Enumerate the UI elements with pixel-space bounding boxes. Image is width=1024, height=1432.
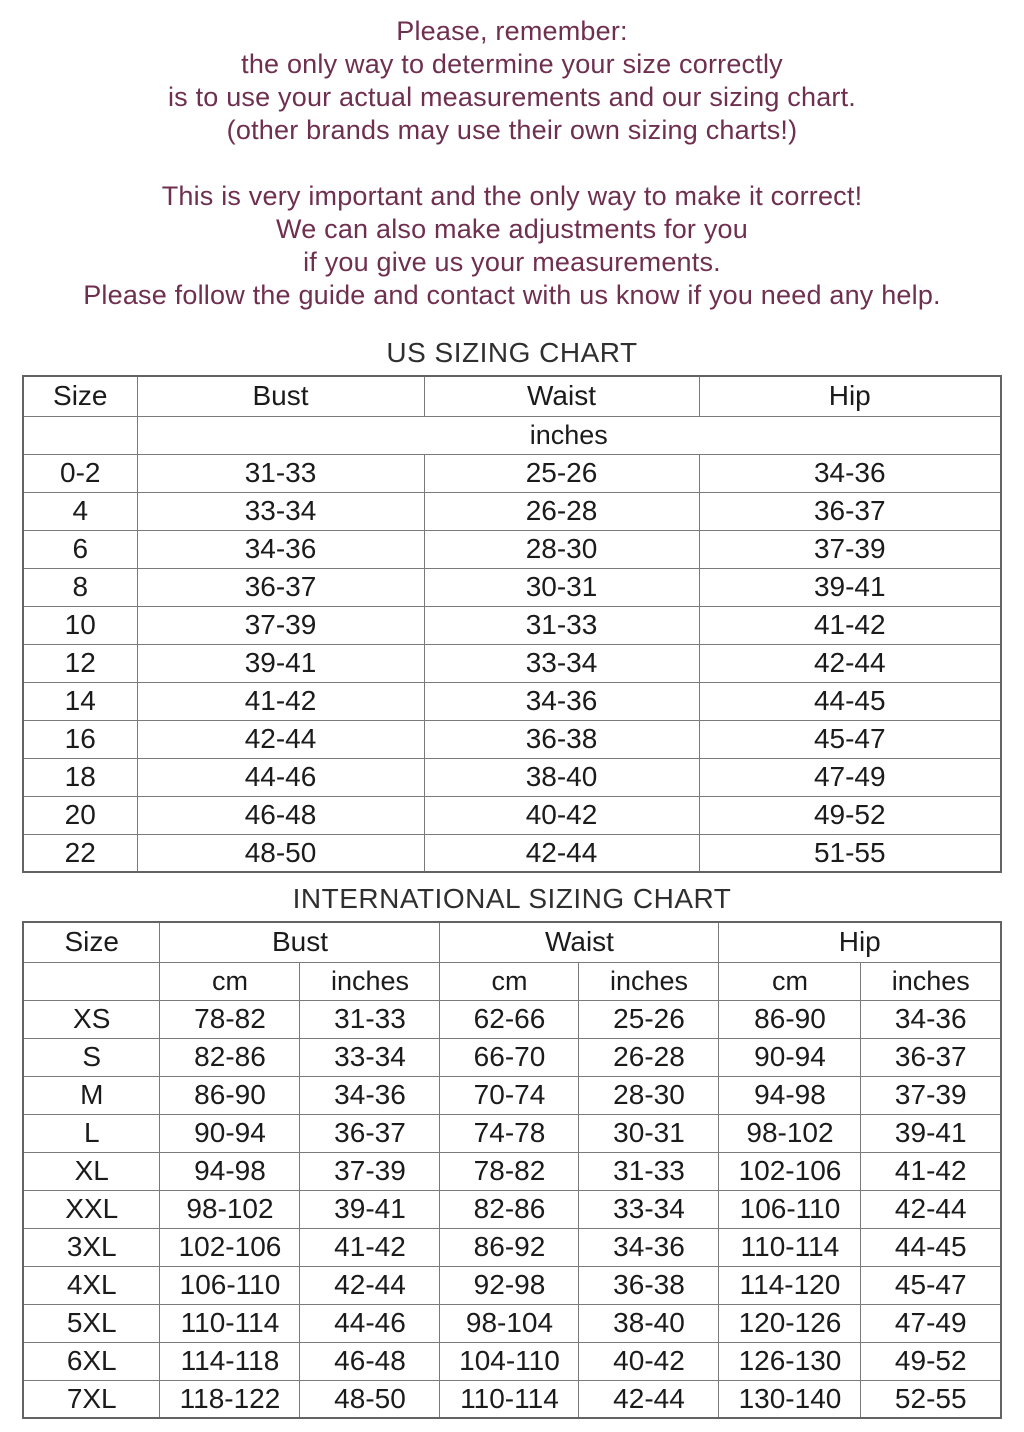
table-row	[23, 568, 1001, 606]
value-cell: 110-114	[160, 1304, 300, 1342]
header-cell: Size	[23, 376, 137, 416]
table-row	[23, 682, 1001, 720]
value-cell: 39-41	[699, 568, 1001, 606]
intro-line: (other brands may use their own sizing charts!)	[226, 115, 798, 145]
value-cell: 34-36	[424, 682, 699, 720]
value-cell: 28-30	[579, 1076, 719, 1114]
value-cell: 34-36	[699, 454, 1001, 492]
value-cell: 130-140	[719, 1380, 861, 1418]
value-cell: 42-44	[699, 644, 1001, 682]
table-row	[23, 1076, 1001, 1114]
intro-paragraph-2	[0, 180, 1024, 312]
header-cell: Waist	[424, 376, 699, 416]
size-cell: 0-2	[23, 454, 137, 492]
value-cell: 36-38	[579, 1266, 719, 1304]
header-cell: Hip	[699, 376, 1001, 416]
value-cell: 86-90	[719, 1000, 861, 1038]
table-row	[23, 530, 1001, 568]
value-cell: 41-42	[137, 682, 424, 720]
value-cell: 44-45	[861, 1228, 1001, 1266]
intro-line: is to use your actual measurements and our sizing chart.	[167, 82, 857, 112]
units-cell: inches	[137, 416, 1001, 454]
unit-label-cell: cm	[719, 962, 861, 1000]
value-cell: 48-50	[300, 1380, 440, 1418]
value-cell: 33-34	[424, 644, 699, 682]
value-cell: 26-28	[579, 1038, 719, 1076]
table-row	[23, 1190, 1001, 1228]
size-cell: 5XL	[23, 1304, 160, 1342]
empty-cell	[23, 962, 160, 1000]
value-cell: 39-41	[300, 1190, 440, 1228]
table-row	[23, 1342, 1001, 1380]
unit-label-cell: inches	[579, 962, 719, 1000]
value-cell: 45-47	[861, 1266, 1001, 1304]
unit-label-cell: cm	[440, 962, 579, 1000]
value-cell: 98-102	[719, 1114, 861, 1152]
size-cell: XS	[23, 1000, 160, 1038]
unit-label-cell: cm	[160, 962, 300, 1000]
value-cell: 34-36	[300, 1076, 440, 1114]
intro-line: Please, remember:	[396, 16, 628, 46]
value-cell: 78-82	[160, 1000, 300, 1038]
value-cell: 31-33	[579, 1152, 719, 1190]
value-cell: 48-50	[137, 834, 424, 872]
table-row	[23, 1000, 1001, 1038]
value-cell: 102-106	[719, 1152, 861, 1190]
value-cell: 114-120	[719, 1266, 861, 1304]
value-cell: 30-31	[579, 1114, 719, 1152]
value-cell: 37-39	[699, 530, 1001, 568]
intl-sizing-table	[22, 921, 1002, 1419]
size-cell: 4XL	[23, 1266, 160, 1304]
value-cell: 102-106	[160, 1228, 300, 1266]
value-cell: 82-86	[160, 1038, 300, 1076]
header-cell: Size	[23, 922, 160, 962]
size-cell: XL	[23, 1152, 160, 1190]
value-cell: 74-78	[440, 1114, 579, 1152]
value-cell: 26-28	[424, 492, 699, 530]
units-row	[23, 416, 1001, 454]
table-row	[23, 454, 1001, 492]
value-cell: 25-26	[424, 454, 699, 492]
value-cell: 92-98	[440, 1266, 579, 1304]
intro-text	[0, 0, 1024, 312]
size-cell: 14	[23, 682, 137, 720]
size-cell: M	[23, 1076, 160, 1114]
us-chart-title: US SIZING CHART	[386, 337, 638, 368]
intro-line: the only way to determine your size correctly	[241, 49, 783, 79]
value-cell: 51-55	[699, 834, 1001, 872]
value-cell: 41-42	[861, 1152, 1001, 1190]
table-row	[23, 1266, 1001, 1304]
value-cell: 42-44	[300, 1266, 440, 1304]
value-cell: 46-48	[137, 796, 424, 834]
value-cell: 86-92	[440, 1228, 579, 1266]
value-cell: 31-33	[424, 606, 699, 644]
value-cell: 30-31	[424, 568, 699, 606]
value-cell: 126-130	[719, 1342, 861, 1380]
value-cell: 36-37	[137, 568, 424, 606]
value-cell: 44-45	[699, 682, 1001, 720]
value-cell: 36-37	[861, 1038, 1001, 1076]
value-cell: 49-52	[861, 1342, 1001, 1380]
intl-chart-title: INTERNATIONAL SIZING CHART	[292, 883, 732, 914]
value-cell: 41-42	[699, 606, 1001, 644]
value-cell: 42-44	[137, 720, 424, 758]
value-cell: 36-37	[300, 1114, 440, 1152]
us-sizing-table	[22, 375, 1002, 873]
size-cell: 16	[23, 720, 137, 758]
value-cell: 94-98	[160, 1152, 300, 1190]
header-cell: Hip	[719, 922, 1001, 962]
value-cell: 78-82	[440, 1152, 579, 1190]
value-cell: 44-46	[300, 1304, 440, 1342]
value-cell: 33-34	[137, 492, 424, 530]
value-cell: 40-42	[424, 796, 699, 834]
table-row	[23, 644, 1001, 682]
intro-line: if you give us your measurements.	[303, 247, 721, 277]
value-cell: 46-48	[300, 1342, 440, 1380]
value-cell: 82-86	[440, 1190, 579, 1228]
intro-line: Please follow the guide and contact with us know if you need any help.	[83, 280, 941, 310]
value-cell: 42-44	[579, 1380, 719, 1418]
value-cell: 34-36	[137, 530, 424, 568]
value-cell: 39-41	[137, 644, 424, 682]
value-cell: 110-114	[440, 1380, 579, 1418]
value-cell: 38-40	[424, 758, 699, 796]
table-row	[23, 834, 1001, 872]
value-cell: 44-46	[137, 758, 424, 796]
header-cell: Bust	[160, 922, 440, 962]
table-row	[23, 492, 1001, 530]
intro-line: We can also make adjustments for you	[276, 214, 748, 244]
size-cell: 4	[23, 492, 137, 530]
value-cell: 47-49	[699, 758, 1001, 796]
value-cell: 106-110	[160, 1266, 300, 1304]
size-cell: 20	[23, 796, 137, 834]
value-cell: 34-36	[861, 1000, 1001, 1038]
value-cell: 36-38	[424, 720, 699, 758]
value-cell: 98-102	[160, 1190, 300, 1228]
value-cell: 70-74	[440, 1076, 579, 1114]
value-cell: 104-110	[440, 1342, 579, 1380]
value-cell: 39-41	[861, 1114, 1001, 1152]
size-cell: 22	[23, 834, 137, 872]
size-cell: 10	[23, 606, 137, 644]
intro-paragraph-1	[0, 15, 1024, 147]
value-cell: 94-98	[719, 1076, 861, 1114]
size-cell: 6XL	[23, 1342, 160, 1380]
value-cell: 42-44	[424, 834, 699, 872]
value-cell: 31-33	[137, 454, 424, 492]
empty-cell	[23, 416, 137, 454]
value-cell: 47-49	[861, 1304, 1001, 1342]
value-cell: 42-44	[861, 1190, 1001, 1228]
value-cell: 37-39	[300, 1152, 440, 1190]
table-row	[23, 758, 1001, 796]
table-row	[23, 606, 1001, 644]
value-cell: 33-34	[579, 1190, 719, 1228]
value-cell: 114-118	[160, 1342, 300, 1380]
table-header-row	[23, 376, 1001, 416]
value-cell: 66-70	[440, 1038, 579, 1076]
size-cell: 18	[23, 758, 137, 796]
value-cell: 49-52	[699, 796, 1001, 834]
size-cell: 7XL	[23, 1380, 160, 1418]
size-cell: 8	[23, 568, 137, 606]
value-cell: 38-40	[579, 1304, 719, 1342]
unit-label-cell: inches	[861, 962, 1001, 1000]
size-cell: S	[23, 1038, 160, 1076]
value-cell: 106-110	[719, 1190, 861, 1228]
table-row	[23, 1114, 1001, 1152]
size-cell: L	[23, 1114, 160, 1152]
value-cell: 52-55	[861, 1380, 1001, 1418]
value-cell: 41-42	[300, 1228, 440, 1266]
value-cell: 28-30	[424, 530, 699, 568]
value-cell: 98-104	[440, 1304, 579, 1342]
intro-line: This is very important and the only way to make it correct!	[161, 181, 863, 211]
header-cell: Waist	[440, 922, 719, 962]
value-cell: 37-39	[137, 606, 424, 644]
header-cell: Bust	[137, 376, 424, 416]
value-cell: 110-114	[719, 1228, 861, 1266]
value-cell: 25-26	[579, 1000, 719, 1038]
value-cell: 90-94	[719, 1038, 861, 1076]
table-row	[23, 1380, 1001, 1418]
value-cell: 118-122	[160, 1380, 300, 1418]
unit-label-cell: inches	[300, 962, 440, 1000]
table-row	[23, 720, 1001, 758]
size-cell: 3XL	[23, 1228, 160, 1266]
table-row	[23, 1228, 1001, 1266]
table-row	[23, 1152, 1001, 1190]
value-cell: 120-126	[719, 1304, 861, 1342]
value-cell: 31-33	[300, 1000, 440, 1038]
table-row	[23, 1038, 1001, 1076]
size-cell: 6	[23, 530, 137, 568]
units-row	[23, 962, 1001, 1000]
size-cell: 12	[23, 644, 137, 682]
value-cell: 33-34	[300, 1038, 440, 1076]
value-cell: 40-42	[579, 1342, 719, 1380]
table-row	[23, 1304, 1001, 1342]
value-cell: 45-47	[699, 720, 1001, 758]
table-header-row	[23, 922, 1001, 962]
value-cell: 86-90	[160, 1076, 300, 1114]
value-cell: 90-94	[160, 1114, 300, 1152]
value-cell: 36-37	[699, 492, 1001, 530]
table-row	[23, 796, 1001, 834]
size-cell: XXL	[23, 1190, 160, 1228]
value-cell: 37-39	[861, 1076, 1001, 1114]
value-cell: 62-66	[440, 1000, 579, 1038]
value-cell: 34-36	[579, 1228, 719, 1266]
